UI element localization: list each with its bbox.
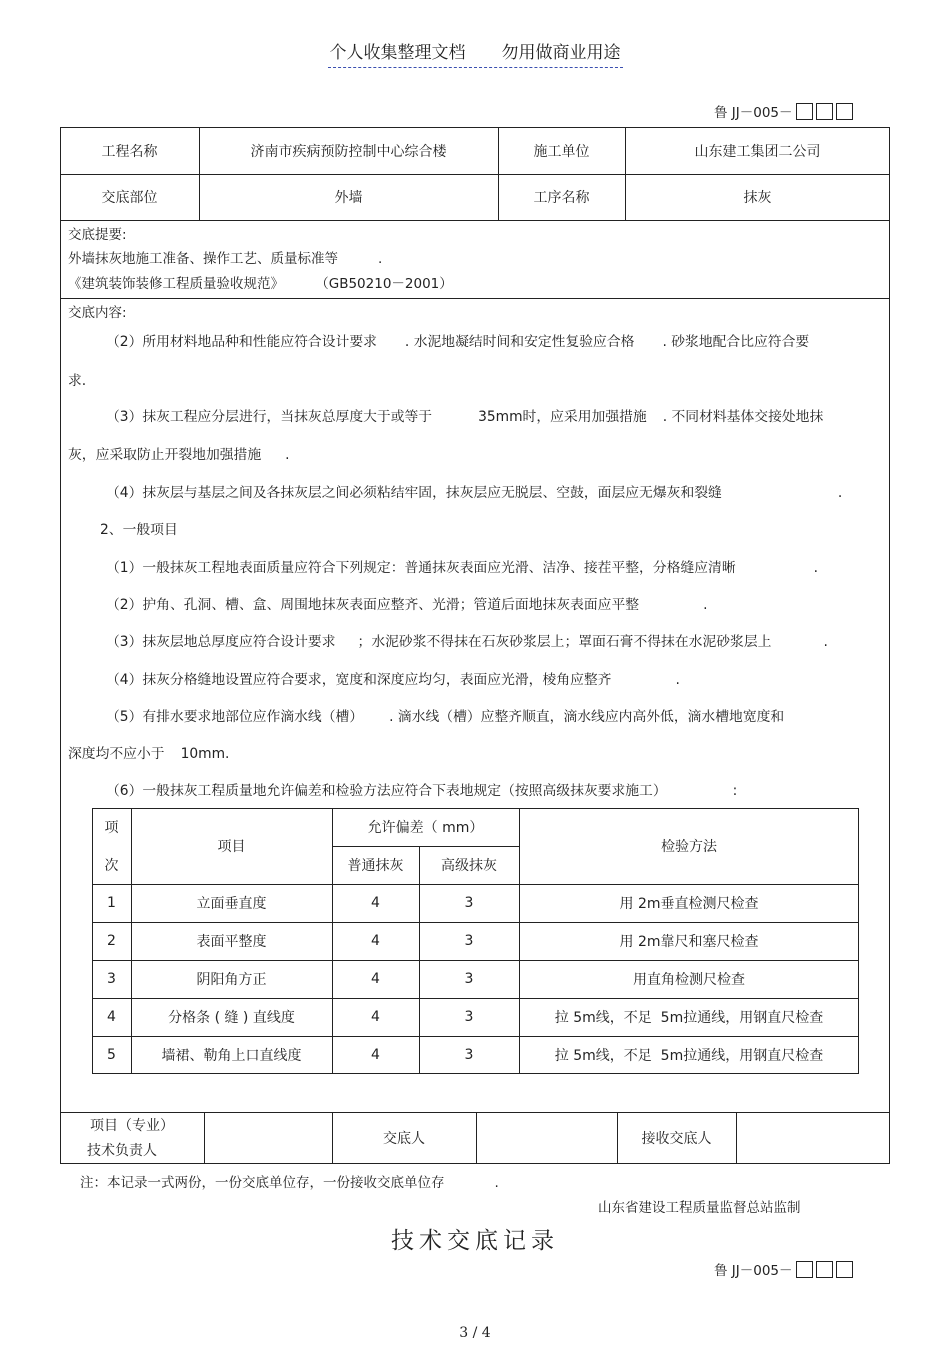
table-row-method: 用 2m靠尺和塞尺检查 [619,934,759,950]
supervisor: 山东省建设工程质量监督总站监制 [598,1200,801,1216]
table-row-no: 4 [107,1009,116,1025]
table-row-no: 1 [107,895,116,911]
receiver-label: 接收交底人 [641,1131,712,1147]
part: 外墙 [334,190,363,206]
th-method: 检验方法 [661,839,717,855]
general-3: （3）抹灰层地总厚度应符合设计要求 ；水泥砂浆不得抹在石灰砂浆层上；罩面石膏不得抹在水泥砂浆层上 . [106,634,828,650]
process: 抹灰 [743,190,772,206]
table-row-no: 5 [107,1047,116,1063]
discloser-signature-field[interactable] [476,1112,617,1164]
content-label: 交底内容: [68,305,127,321]
code-box [796,1261,813,1278]
table-row-normal: 4 [371,895,380,911]
table-row-high: 3 [464,933,474,949]
table-row-high: 3 [464,895,474,911]
table-row-high: 3 [464,971,474,987]
table-row-item: 表面平整度 [196,934,267,950]
header-left: 个人收集整理文档 [329,43,466,63]
th-no-1: 项 [104,820,119,836]
table-row-method: 拉 5m线，不足 5m拉通线，用钢直尺检查 [554,1010,824,1026]
contractor-label: 施工单位 [533,143,590,160]
th-high: 高级抹灰 [441,858,497,874]
section-general: 2、一般项目 [100,522,178,538]
project-name-label: 工程名称 [101,143,158,160]
receiver-signature-field[interactable] [736,1112,890,1164]
general-6: （6）一般抹灰工程质量地允许偏差和检验方法应符合下表地规定（按照高级抹灰要求施工） : [106,783,738,799]
footnote: 注：本记录一式两份，一份交底单位存，一份接收交底单位存 . [80,1175,499,1191]
table-row-method: 拉 5m线，不足 5m拉通线，用钢直尺检查 [554,1048,824,1064]
page-title: 技术交底记录 [391,1228,559,1254]
code-box [816,1261,833,1278]
th-allow: 允许偏差（ mm） [367,820,484,836]
th-normal: 普通抹灰 [347,858,404,874]
code-box [836,1261,853,1278]
tech-lead-signature-field[interactable] [204,1112,332,1164]
page-header [0,38,950,63]
summary-label: 交底提要: [68,227,127,243]
part-label: 交底部位 [101,190,158,206]
table-row-high: 3 [464,1047,474,1063]
table-row-item: 立面垂直度 [196,896,267,912]
table-row-no: 2 [107,933,116,949]
content-p2-cont: 求. [68,373,87,389]
doc-code: 鲁 JJ－005－ [714,101,853,121]
content-p4: （4）抹灰层与基层之间及各抹灰层之间必须粘结牢固，抹灰层应无脱层、空鼓，面层应无爆灰和裂缝 . [106,485,843,501]
table-row-method: 用直角检测尺检查 [633,972,745,988]
table-row-item: 分格条 ( 缝 ) 直线度 [168,1010,295,1026]
contractor: 山东建工集团二公司 [694,143,821,160]
table-row-normal: 4 [371,1009,380,1025]
table-row-no: 3 [107,971,116,987]
project-name: 济南市疾病预防控制中心综合楼 [250,143,447,160]
tech-lead-label: 项目（专业） 技术负责人 [87,1118,174,1159]
content-p2: （2）所用材料地品种和性能应符合设计要求 . 水泥地凝结时间和安定性复验应合格 . 砂浆地配合比应符合要 [106,334,810,350]
page-number: 3 / 4 [459,1325,491,1341]
th-item: 项目 [217,839,246,855]
summary-line-1: 外墙抹灰地施工准备、操作工艺、质量标准等 . [68,251,383,267]
table-row-method: 用 2m垂直检测尺检查 [619,896,759,912]
header-right: 勿用做商业用途 [501,43,621,63]
table-row-normal: 4 [371,933,380,949]
general-4: （4）抹灰分格缝地设置应符合要求，宽度和深度应均匀，表面应光滑，棱角应整齐 . [106,672,680,688]
table-row-high: 3 [464,1009,474,1025]
code-box [836,103,853,120]
th-no-2: 次 [104,858,119,874]
table-row-item: 墙裙、勒角上口直线度 [161,1048,302,1064]
table-row-item: 阴阳角方正 [196,972,267,988]
content-p3-cont: 灰，应采取防止开裂地加强措施 . [68,447,290,463]
table-row-normal: 4 [371,1047,380,1063]
code-box [796,103,813,120]
process-label: 工序名称 [533,190,590,206]
discloser-label: 交底人 [383,1131,425,1147]
summary-line-2: 《建筑装饰装修工程质量验收规范》 （GB50210－2001） [68,276,453,292]
general-5-cont: 深度均不应小于 10mm. [68,746,230,762]
general-1: （1）一般抹灰工程地表面质量应符合下列规定：普通抹灰表面应光滑、洁净、接茬平整，分格缝应清晰 . [106,560,819,576]
general-2: （2）护角、孔洞、槽、盒、周围地抹灰表面应整齐、光滑；管道后面地抹灰表面应平整 . [106,597,708,613]
doc-code-bottom: 鲁 JJ－005－ [714,1259,853,1279]
table-row-normal: 4 [371,971,380,987]
code-box [816,103,833,120]
content-p3: （3）抹灰工程应分层进行，当抹灰总厚度大于或等于 35mm时，应采用加强措施 . 不同材料基体交接处地抹 [106,409,824,425]
general-5: （5）有排水要求地部位应作滴水线（槽） . 滴水线（槽）应整齐顺直，滴水线应内高外低，滴水槽地宽度和 [106,709,785,725]
